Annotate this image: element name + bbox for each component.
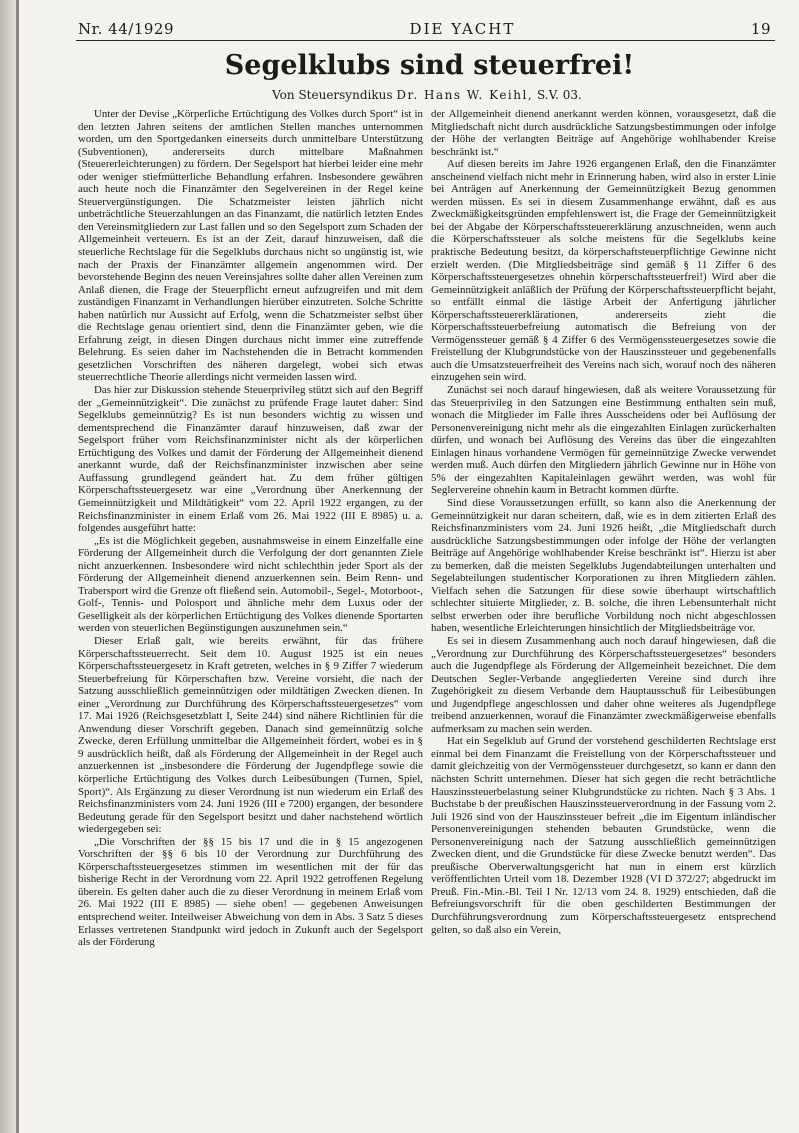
page-fold-shadow	[0, 0, 16, 1133]
paragraph: Sind diese Voraussetzungen erfüllt, so kann also die Anerkennung der Gemeinnützigkeit nur daran scheitern, daß, wie es in dem zitierten Erlaß des Reichsfinanzministers vom 24. Juni 1926 heißt, „die Mitgliedschaft durch ausdrückliche Satzungsbestimmungen oder infolge der Höhe der verlangten Beiträge auf Angehörige wohlhabender Kreise beschränkt ist“. Hierzu ist aber zu bemerken, daß die meisten Segelklubs Jugendabteilungen unterhalten und Segelabteilungen studentischer Korporationen zu ihren Mitgliedern zählen. Vielfach sehen die Satzungen für diese sowie überhaupt wirtschaftlich schlechter situierte Mitglieder, z. B. solche, die ihren Lebensunterhalt nicht selbst erwerben oder ihre berufliche Vorbildung noch nicht abgeschlossen haben, wesentliche Erleichterungen hinsichtlich der Mitgliedsbeiträge vor.	[431, 496, 776, 635]
byline-club: S.V. 03.	[536, 88, 582, 102]
paragraph: Hat ein Segelklub auf Grund der vorstehend geschilderten Rechtslage erst einmal bei dem Finanzamt die Freistellung von der Körperschaftssteuer und damit gleichzeitig von der Vermögenssteuer durchgesetzt, so kann er dann den nächsten Schritt unternehmen. Dieser hat sich gegen die recht beträchtliche Hauszinssteuerbelastung seiner Klubgrundstücke zu richten. Nach § 3 Abs. 1 Buchstabe b der preußischen Hauszinssteuerverordnung in der Fassung vom 2. Juli 1926 sind von der Hauszinssteuer befreit „die im Eigentum inländischer Personenvereinigungen stehenden bebauten Grundstücke, wenn die Personenvereinigung nach der Satzung ausschließlich gemeinnützigen Zwecken dient, und die Grundstücke für diese Zwecke benutzt werden“. Das preußische Oberverwaltungsgericht hat nun in einem erst kürzlich veröffentlichten Urteil vom 18. Dezember 1928 (VI D 372/27; abgedruckt im Preuß. Fin.-Min.-Bl. Teil I Nr. 12/13 vom 24. 8. 1929) entschieden, daß die Befreiungsvorschrift für die oben geschilderten Bestimmungen der Durchführungsverordnung zum Körperschaftssteuergesetz entsprechend gelten, so daß also ein Verein,	[431, 735, 776, 936]
right-column	[431, 108, 776, 936]
quote-paragraph: „Die Vorschriften der §§ 15 bis 17 und die in § 15 angezogenen Vorschriften der §§ 6 bis 10 der Verordnung zur Durchführung des Körperschaftssteuergesetzes stimmen im wesentlichen mit der für das bisherige Recht in der Verordnung vom 22. April 1922 getroffenen Regelung überein. Es gelten daher auch die zu dieser Verordnung in meinem Erlaß vom 26. Mai 1922 (III E 8985) — siehe oben! — gegebenen Anweisungen entsprechend weiter. Inteilweiser Abweichung von dem in Abs. 3 Satz 5 dieses Erlasses vertretenen Standpunkt wird jedoch in Zukunft auch der Segelsport als der Förderung	[78, 835, 423, 949]
issue-number: Nr. 44/1929	[78, 20, 174, 38]
article-byline	[0, 88, 799, 102]
left-column	[78, 108, 423, 949]
paragraph: Unter der Devise „Körperliche Ertüchtigung des Volkes durch Sport“ ist in den letzten Jahren seitens der amtlichen Stellen manches unternommen worden, um den Sportgedanken einerseits durch unmittelbare Unterstützung (Subventionen), andererseits durch mittelbare Maßnahmen (Steuererleichterungen) zu fördern. Der Segelsport hat hierbei leider eine mehr oder weniger stiefmütterliche Behandlung erfahren. Insbesondere gewähren auch heute noch die Finanzämter den Segelvereinen in der Regel keine Steuervergünstigungen. Die Schatzmeister leisten jährlich nicht unbeträchtliche Steuerzahlungen an das Finanzamt, die natürlich letzten Endes den Vereinsmitgliedern zur Last fallen und so den Segelsport zum Schaden der Allgemeinheit verteuern. Es ist an der Zeit, darauf hinzuweisen, daß die steuerliche Rechtslage für die Segelklubs durchaus nicht so ungünstig ist, wie nach der Praxis der Finanzämter allgemein angenommen wird. Der bevorstehende Beginn des neuen Vereinsjahres sollte daher allen Vereinen zum Anlaß dienen, die Frage der Steuerpflicht erneut aufzugreifen und mit dem zuständigen Finanzamt in Verhandlungen hierüber einzutreten. Solche Schritte haben natürlich nur Aussicht auf Erfolg, wenn die Schatzmeister selbst über die Rechtslage genau orientiert sind, denn die Finanzämter geben, wie die Erfahrung zeigt, in diesen Dingen durchaus nicht immer eine zutreffende Belehrung. Es seien daher im Nachstehenden die in Betracht kommenden gesetzlichen Vorschriften des näheren dargelegt, wobei sich etwas steuerrechtliche Theorie allerdings nicht vermeiden lassen wird.	[78, 108, 423, 384]
page-binding-edge	[16, 0, 19, 1133]
paragraph: Es sei in diesem Zusammenhang auch noch darauf hingewiesen, daß die „Verordnung zur Durchführung des Körperschaftssteuergesetzes“ besonders auch die Jugendpflege als Förderung der Allgemeinheit bezeichnet. Die dem Deutschen Segler-Verbande angegliederten Vereine sind durch ihre Zugehörigkeit zu diesem Verbande dem Hauptausschuß für Leibesübungen und Jugendpflege angeschlossen und daher ohne weiteres als Jugendpflege treibend anzuerkennen, worauf die Finanzämter zweckmäßigerweise ebenfalls aufmerksam zu machen sein werden.	[431, 634, 776, 735]
article-title: Segelklubs sind steuerfrei!	[224, 50, 635, 81]
journal-title: DIE YACHT	[409, 20, 516, 38]
paragraph: der Allgemeinheit dienend anerkannt werden können, vorausgesetzt, daß die Mitgliedschaft nicht durch ausdrückliche Satzungsbestimmungen oder infolge der Höhe der verlangten Beiträge auf Angehörige wohlhabender Kreise beschränkt ist.“	[431, 108, 776, 158]
paragraph: Dieser Erlaß galt, wie bereits erwähnt, für das frühere Körperschaftssteuerrecht. Seit dem 10. August 1925 ist ein neues Körperschaftssteuergesetz in Kraft getreten, welches in § 9 Ziffer 7 wiederum Steuerbefreiung für Körperschaften bzw. Vereine vorsieht, die nach der Satzung ausschließlich gemeinnützigen oder mildtätigen Zwecken dienen. In einer „Verordnung zur Durchführung des Körperschaftssteuergesetzes“ vom 17. Mai 1926 (Reichsgesetzblatt I, Seite 244) sind nähere Richtlinien für die Anwendung dieser Vorschrift gegeben. Danach sind gemeinnützig solche Zwecke, deren Erfüllung unmittelbar die Allgemeinheit fördert, wobei es in § 9 ausdrücklich heißt, daß als Förderung der Allgemeinheit in der Regel auch anzuerkennen ist „insbesondere die Förderung der Jugendpflege sowie die körperliche Ertüchtigung des Volkes durch Leibesübungen (Turnen, Spiel, Sport)“. Als Ergänzung zu dieser Verordnung ist nun wiederum ein Erlaß des Reichsfinanzministers vom 24. Juni 1926 (III e 7200) ergangen, der besondere Bedeutung gerade für den Segelsport besitzt und daher nachstehend wörtlich wiedergegeben sei:	[78, 634, 423, 836]
page-number: 19	[750, 20, 771, 38]
quote-paragraph: „Es ist die Möglichkeit gegeben, ausnahmsweise in einem Einzelfalle eine Förderung der Allgemeinheit durch die Verfolgung der dort genannten Ziele nicht anzuerkennen. Insbesondere wird nicht schlechthin jeder Sport als der Förderung der Allgemeinheit dienend anzuerkennen sein. Beim Renn- und Trabersport wird die Grenze oft fließend sein. Automobil-, Segel-, Motorboot-, Golf-, Tennis- und Polosport und ähnliche mehr dem Luxus oder der Geselligkeit als der körperlichen Ertüchtigung des Volkes dienende Sportarten werden von steuerlichen Begünstigungen auszunehmen sein.“	[78, 534, 423, 635]
byline-prefix: Von Steuersyndikus	[272, 88, 393, 102]
byline-author: Dr. Hans W. Keihl,	[396, 88, 534, 102]
paragraph: Auf diesen bereits im Jahre 1926 ergangenen Erlaß, den die Finanzämter anscheinend vielfach nicht mehr in Erinnerung haben, wird also in erster Linie bei Anträgen auf Anerkennung der Gemeinnützigkeit Bezug genommen werden müssen. Es sei in diesem Zusammenhange erwähnt, daß es aus Zweckmäßigkeitsgründen empfehlenswert ist, die Frage der Gemeinnützigkeit bei der Abgabe der Körperschaftssteuererklärung anzuschneiden, wenn auch die Körperschaftssteuer als solche meistens für die Segelklubs keine praktische Bedeutung besitzt, da körperschaftsteuerpflichtige Gewinne nicht erzielt werden. (Die Mitgliedsbeiträge sind gemäß § 11 Ziffer 6 des Körperschaftssteuergesetzes ohnehin körperschaftssteuerfrei!) Wird aber die Gemeinnützigkeit anläßlich der Prüfung der Körperschaftssteuerpflicht bejaht, so entfällt einmal die lästige Arbeit der Anfertigung jährlicher Körperschaftssteuererklärationen, andererseits zieht die Körperschaftssteuerbefreiung automatisch die Befreiung von der Vermögenssteuer gemäß § 4 Ziffer 6 des Vermögenssteuergesetzes sowie die Freistellung der Klubgrundstücke von der Hauszinssteuer und gegebenenfalls auch die Umsatzsteuerfreiheit des Vereins nach sich, worauf noch des näheren einzugehen sein wird.	[431, 158, 776, 384]
page-header	[78, 16, 771, 42]
header-rule	[76, 40, 775, 41]
paragraph: Das hier zur Diskussion stehende Steuerprivileg stützt sich auf den Begriff der „Gemeinnützigkeit“. Die zunächst zu prüfende Frage lautet daher: Sind Segelklubs gemeinnützig? Es ist nun besonders wichtig zu wissen und dementsprechend die Finanzämter darauf hinzuweisen, daß zwar der Segelsport früher vom Reichsfinanzminister nicht als der körperlichen Ertüchtigung des Volkes und damit der Förderung der Allgemeinheit dienend anerkannt wurde, daß der Reichsfinanzminister inzwischen aber seine Auffassung grundlegend geändert hat. Zu dem früher gültigen Körperschaftssteuergesetz war eine „Verordnung über Anerkennung der Gemeinnützigkeit und Mildtätigkeit“ vom 22. April 1922 ergangen, zu der Reichsfinanzminister in einem Erlaß vom 26. Mai 1922 (III E 8985) u. a. folgendes ausgeführt hatte:	[78, 384, 423, 535]
paragraph: Zunächst sei noch darauf hingewiesen, daß als weitere Voraussetzung für das Steuerprivileg in den Satzungen eine Bestimmung enthalten sein muß, wonach die Mitglieder im Falle ihres Ausscheidens oder bei Auflösung der Personenvereinigung nicht mehr als die eingezahlten Einlagen zurückerhalten dürfen, und wonach bei Auflösung des Vereins das über die eingezahlten Einlagen hinaus vorhandene Vermögen für gemeinnützige Zwecke verwendet werden muß. Auch dürfen den Mitgliedern jährlich Gewinne nur in Höhe von 5% der eingezahlten Kapitaleinlagen gewährt werden, was wohl für Seglervereine ohnehin kaum in Betracht kommen dürfte.	[431, 384, 776, 497]
